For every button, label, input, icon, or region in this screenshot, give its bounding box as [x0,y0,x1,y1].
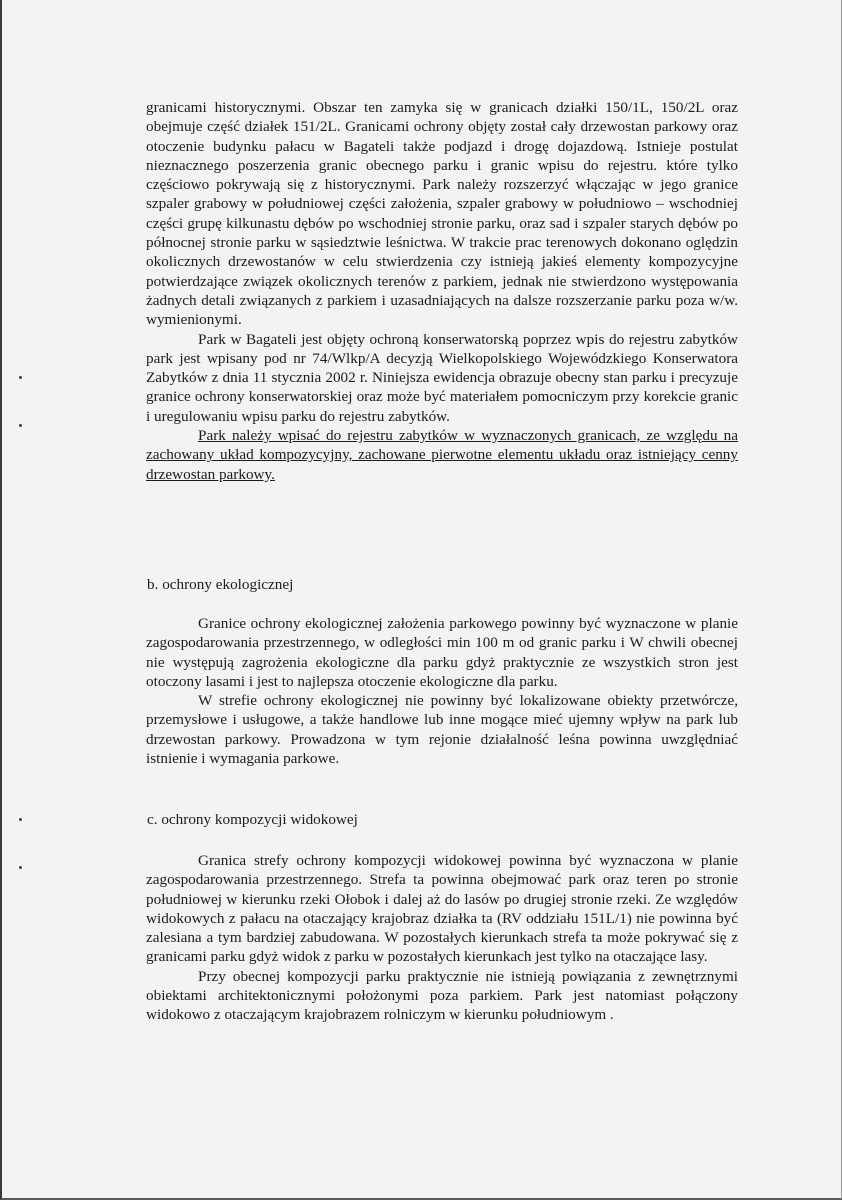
section-c-body [146,851,738,1025]
section-b-body [146,614,738,768]
scan-mark [19,424,22,427]
paragraph-register-entry: Park w Bagateli jest objęty ochroną konserwatorską poprzez wpis do rejestru zabytków park jest wpisany pod nr 74/Wlkp/A decyzją Wielkopolskiego Wojewódzkiego Konserwatora Zabytków z dnia 11 stycznia 2002 r. Niniejsza ewidencja obrazuje obecny stan parku i precyzuje granice ochrony konserwatorskiej oraz może być materiałem pomocniczym przy korekcie granic i uregulowaniu wpisu parku do rejestru zabytków. [146,330,738,425]
scan-mark [19,866,22,869]
paragraph-ecological-zone: W strefie ochrony ekologicznej nie powinny być lokalizowane obiekty przetwórcze, przemysłowe i usługowe, a także handlowe lub inne mogące mieć ujemny wpływ na park lub drzewostan parkowy. Prowadzona w tym rejonie działalność leśna powinna uwzględniać istnienie i wymagania parkowe. [146,692,738,768]
scan-mark [19,376,22,379]
paragraph-register-recommendation: Park należy wpisać do rejestru zabytków w wyznaczonych granicach, ze względu na zachowany układ kompozycyjny, zachowane pierwotne elementu układu oraz istniejący cenny drzewostan parkowy. [146,427,738,483]
section-c-heading: c. ochrony kompozycji widokowej [147,811,358,828]
scan-mark [19,818,22,821]
paragraph-view-connections: Przy obecnej kompozycji parku praktycznie nie istnieją powiązania z zewnętrznymi obiektami architektonicznymi położonymi poza parkiem. Park jest natomiast połączony widokowo z otaczającym krajobrazem rolniczym w kierunku południowym . [146,967,738,1024]
paragraph-park-boundaries: granicami historycznymi. Obszar ten zamyka się w granicach działki 150/1L, 150/2L oraz obejmuje część działek 151/2L. Granicami ochrony objęty został cały drzewostan parkowy oraz otoczenie budynku pałacu w Bagateli także podjazd i drogę dojazdową. Istnieje postulat nieznacznego poszerzenia granic obecnego parku i granic wpisu do rejestru. które tylko częściowo pokrywają się z historycznymi. Park należy rozszerzyć włączając w jego granice szpaler grabowy w południowej części założenia, szpaler grabowy w południowo – wschodniej części grupę kilkunastu dębów po wschodniej stronie parku, oraz sad i szpaler starych dębów po północnej stronie parku w sąsiedztwie leśnictwa. W trakcie prac terenowych dokonano oględzin okolicznych drzewostanów w celu stwierdzenia czy istnieją jakieś elementy kompozycyjne potwierdzające związek okolicznych terenów z parkiem, jednak nie stwierdzono występowania żadnych detali związanych z parkiem i uzasadniających na dalsze rozszerzanie parku poza w/w. wymienionymi. [146,99,738,329]
section-a-body [146,98,738,484]
paragraph-view-zone: Granica strefy ochrony kompozycji widokowej powinna być wyznaczona w planie zagospodarowania przestrzennego. Strefa ta powinna obejmować park oraz teren po stronie południowej w kierunku rzeki Ołobok i dalej aż do lasów po drugiej stronie rzeki. Ze względów widokowych z pałacu na otaczający krajobraz działka ta (RV oddziału 151L/1) nie powinna być zalesiana a tym bardziej zabudowana. W pozostałych kierunkach strefa ta może pokrywać się z granicami parku gdyż widok z parku w pozostałych kierunkach jest tylko na otaczające lasy. [146,852,738,966]
paragraph-ecological-boundaries: Granice ochrony ekologicznej założenia parkowego powinny być wyznaczone w planie zagospodarowania przestrzennego, w odległości min 100 m od granic parku i W chwili obecnej nie występują zagrożenia ekologiczne dla parku gdyż praktycznie ze wszystkich stron jest otoczony lasami i jest to najlepsza otoczenie ekologiczne dla parku. [146,615,738,690]
section-b-heading: b. ochrony ekologicznej [147,576,294,593]
